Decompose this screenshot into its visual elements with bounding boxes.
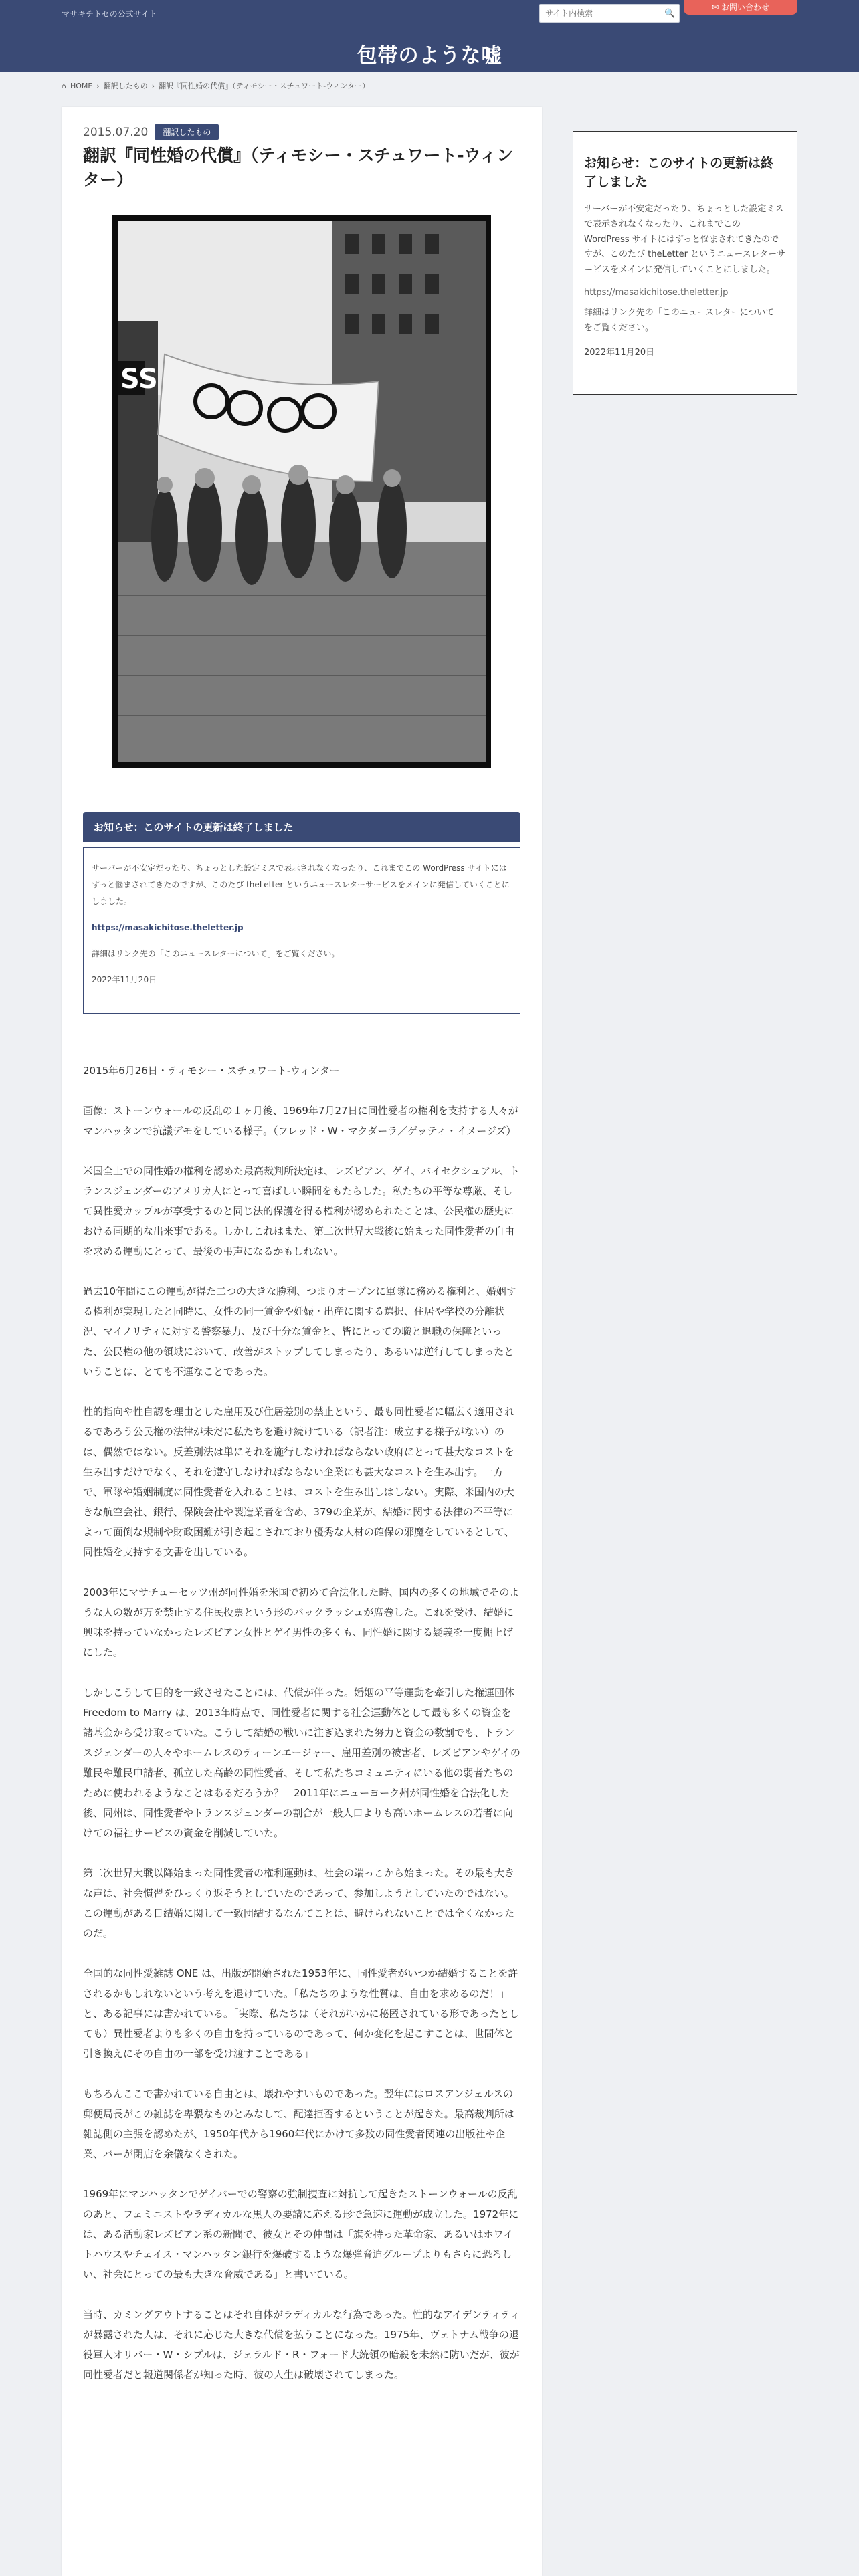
paragraph: 画像：ストーンウォールの反乱の１ヶ月後、1969年7月27日に同性愛者の権利を支持する人々がマンハッタンで抗議デモをしている様子。（フレッド・W・マクダーラ／ゲッティ・イメージズ） (83, 1104, 518, 1137)
banner-letters: SS (120, 363, 158, 395)
article-card (62, 107, 542, 2576)
search-input[interactable] (545, 9, 664, 18)
contact-button[interactable]: ✉ お問い合わせ (684, 0, 797, 15)
breadcrumb-current: 翻訳『同性婚の代償』（ティモシー・スチュワート-ウィンター） (159, 82, 370, 90)
notice-body: サーバーが不安定だったり、ちょっとした設定ミスで表示されなくなったり、これまでこの WordPress サイトにはずっと悩まされてきたのですが、このたび theLetter というニュースレターサービスをメインに発信していくことにしました。 (92, 863, 510, 906)
paragraph: 2015年6月26日・ティモシー・スチュワート-ウィンター (83, 1064, 340, 1077)
breadcrumb-separator: › (151, 81, 155, 90)
paragraph: 第二次世界大戦以降始まった同性愛者の権利運動は、社会の端っこから始まった。その最も大きな声は、社会慣習をひっくり返そうとしていたのであって、参加しようとしていたのではない。この運動がある日結婚に関して一致団結するなんてことは、避けられないことでは全くなかったのだ。 (83, 1866, 515, 1939)
site-title[interactable]: 包帯のような嘘 (357, 44, 502, 68)
sidebar-link[interactable]: https://masakichitose.theletter.jp (584, 287, 729, 298)
hero-photo (112, 215, 491, 768)
notice-box (83, 847, 520, 1014)
post-date: 2015.07.20 (83, 125, 149, 139)
site-header (0, 0, 859, 72)
site-tagline: マサキチトセの公式サイト (62, 9, 157, 19)
article-meta (83, 124, 520, 140)
paragraph: 過去10年間にこの運動が得た二つの大きな勝利、つまりオープンに軍隊に務める権利と、婚姻する権利が実現したと同時に、女性の同一賃金や妊娠・出産に関する選択、住居や学校の分離状況、マイノリティに対する警察暴力、及び十分な賃金と、皆にとっての職と退職の保障といった、公民権の他の領域において、改善がストップしてしまったり、あるいは逆行してしまったということは、とても不運なことであった。 (83, 1285, 516, 1378)
sidebar-heading: お知らせ：このサイトの更新は終了しました (584, 156, 774, 189)
paragraph: 当時、カミングアウトすることはそれ自体がラディカルな行為であった。性的なアイデンティティが暴露された人は、それに応じた大きな代償を払うことになった。1975年、ヴェトナム戦争の退役軍人オリバー・W・シプルは、ジェラルド・R・フォード大統領の暗殺を未然に防いだが、彼が同性愛者だと報道関係者が知った時、彼の人生は破壊されてしまった。 (83, 2308, 520, 2381)
paragraph: 2003年にマサチューセッツ州が同性婚を米国で初めて合法化した時、国内の多くの地域でそのような人の数が万を禁止する住民投票という形のバックラッシュが席巻した。これを受け、結婚に興味を持っていなかったレズビアン女性とゲイ男性の多くも、同性婚に関する疑義を一度棚上げにした。 (83, 1586, 520, 1658)
sidebar-body: サーバーが不安定だったり、ちょっとした設定ミスで表示されなくなったり、これまでこの WordPress サイトにはずっと悩まされてきたのですが、このたび theLetter というニュースレターサービスをメインに発信していくことにしました。 (584, 204, 785, 276)
sidebar-date: 2022年11月20日 (584, 348, 655, 358)
sidebar-detail: 詳細はリンク先の「このニュースレターについて」をご覧ください。 (584, 307, 783, 333)
notice-detail: 詳細はリンク先の「このニュースレターについて」をご覧ください。 (92, 949, 340, 959)
paragraph: もちろんここで書かれている自由とは、壊れやすいものであった。翌年にはロスアンジェルスの郵便局長がこの雑誌を卑猥なものとみなして、配達拒否するということが起きた。最高裁判所は雑誌側の主張を認めたが、1950年代から1960年代にかけて多数の同性愛者関連の出版社や企業、バーが閉店を余儀なくされた。 (83, 2087, 514, 2160)
paragraph: 1969年にマンハッタンでゲイバーでの警察の強制捜査に対抗して起きたストーンウォールの反乱のあと、フェミニストやラディカルな黒人の要請に応える形で急速に運動が成立した。1972年には、ある活動家レズビアン系の新聞で、彼女とその仲間は「旗を持った革命家、あるいはホワイトハウスやチェイス・マンハッタン銀行を爆破するような爆弾脅迫グループよりもさらに恐ろしい、社会にとっての最も大きな脅威である」と書いている。 (83, 2187, 519, 2280)
breadcrumb-separator: › (96, 81, 100, 90)
search-icon[interactable]: 🔍 (664, 9, 676, 19)
breadcrumb-category[interactable]: 翻訳したもの (103, 82, 148, 90)
search-box[interactable] (539, 4, 680, 23)
breadcrumb-home[interactable]: HOME (70, 81, 93, 90)
notice-link[interactable]: https://masakichitose.theletter.jp (92, 923, 244, 933)
article-title: 翻訳『同性婚の代償』（ティモシー・スチュワート-ウィンター） (83, 146, 514, 190)
paragraph: しかしこうして目的を一致させたことには、代償が伴った。婚姻の平等運動を牽引した権運団体 Freedom to Marry は、2013年時点で、同性愛者に関する社会運動体として最も多くの資金を諸基金から受け取っていた。こうして結婚の戦いに注ぎ込まれた努力と資金の数割でも、トランスジェンダーの人々やホームレスのティーンエージャー、雇用差別の被害者、レズビアンやゲイの難民や難民申請者、孤立した高齢の同性愛者、そして私たちコミュニティにいる他の弱者たちのために使われるようなことはあるだろうか？ 2011年にニューヨーク州が同性婚を合法化した後、同州は、同性愛者やトランスジェンダーの割合が一般人口よりも高いホームレスの若者に向けての福祉サービスの資金を削減していた。 (83, 1686, 520, 1839)
article-body (83, 1061, 520, 2385)
sidebar-notice-widget (573, 131, 797, 395)
notice-heading: お知らせ：このサイトの更新は終了しました (83, 812, 520, 842)
breadcrumb (62, 80, 369, 91)
notice-date: 2022年11月20日 (92, 975, 157, 985)
paragraph: 性的指向や性自認を理由とした雇用及び住居差別の禁止という、最も同性愛者に幅広く適用されるであろう公民権の法律が未だに私たちを避け続けている（訳者注：成立する様子がない）のは、偶然ではない。反差別法は単にそれを施行しなければならない政府にとって甚大なコストを生み出すだけでなく、それを遵守しなければならない企業にも甚大なコストを生み出す。一方で、軍隊や婚姻制度に同性愛者を入れることは、コストを生み出しはしない。実際、米国内の大きな航空会社、銀行、保険会社や製造業者を含め、379の企業が、結婚に関する法律の不平等によって面倒な規制や財政困難が引き起こされており優秀な人材の確保の邪魔をしているとして、同性婚を支持する文書を出している。 (83, 1405, 515, 1558)
paragraph: 全国的な同性愛雑誌 ONE は、出版が開始された1953年に、同性愛者がいつか結婚することを許されるかもしれないという考えを退けていた。「私たちのような性質は、自由を求めるのだ！」と、ある記事には書かれている。「実際、私たちは（それがいかに秘匿されている形であったとしても）異性愛者よりも多くの自由を持っているのであって、何か変化を起こすことは、世間体と引き換えにその自由の一部を受け渡すことである」 (83, 1967, 520, 2060)
home-icon[interactable]: ⌂ (62, 81, 66, 90)
paragraph: 米国全土での同性婚の権利を認めた最高裁判所決定は、レズビアン、ゲイ、バイセクシュアル、トランスジェンダーのアメリカ人にとって喜ばしい瞬間をもたらした。私たちの平等な尊厳、そして異性愛カップルが享受するのと同じ法的保護を得る権利が認められたことは、公民権の歴史における画期的な出来事である。しかしこれはまた、第二次世界大戦後に始まった同性愛者の自由を求める運動にとって、最後の弔声になるかもしれない。 (83, 1164, 520, 1257)
protest-photo-illustration (118, 221, 486, 762)
category-badge[interactable]: 翻訳したもの (155, 124, 219, 140)
